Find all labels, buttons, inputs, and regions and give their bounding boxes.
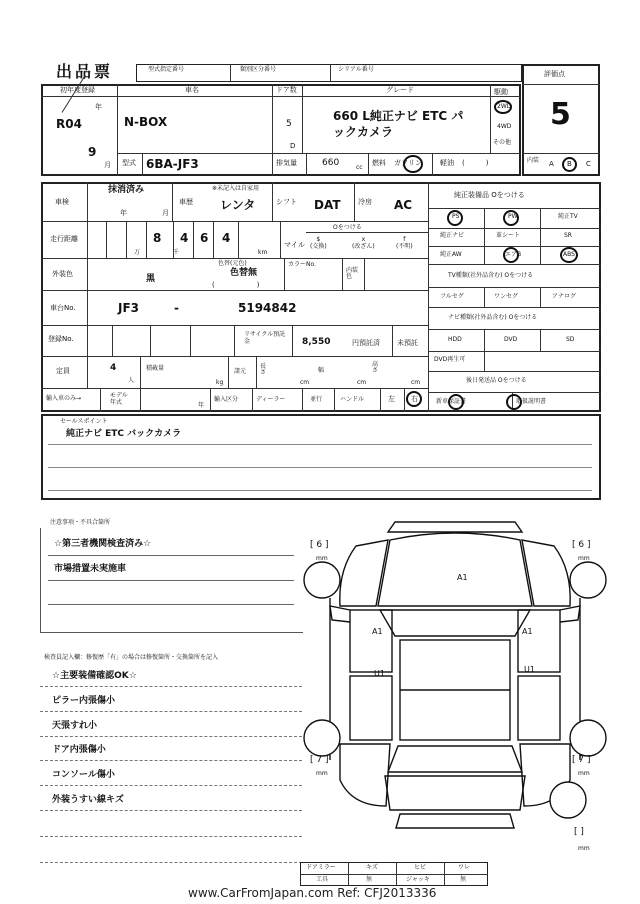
sales-point-text: 純正ナビ ETC バックカメラ — [66, 429, 182, 439]
mark-rear-right-door: U1 — [524, 665, 535, 674]
equip-aw: 純正AW — [440, 251, 462, 258]
doors-value: 5 — [286, 119, 292, 129]
front-right-wheel — [570, 562, 606, 598]
tread-fr: [ 6 ] — [572, 540, 591, 550]
repaint-value: 色替無 — [230, 268, 258, 278]
insp-month-unit: 月 — [162, 209, 169, 217]
equip-ps-circle — [447, 210, 463, 226]
meter-exchanged: $ (交換) — [310, 236, 327, 251]
car-name: N-BOX — [124, 115, 168, 129]
shift-value: DAT — [314, 198, 341, 212]
legend-tools: 工具 — [316, 876, 329, 883]
right-mirror — [560, 606, 580, 622]
insp-year-unit: 年 — [120, 209, 127, 217]
equip-pw-circle — [503, 210, 519, 226]
length-label: 長さ — [260, 363, 267, 376]
form-title: 出品票 — [56, 62, 114, 81]
equip-ps: PS — [452, 213, 460, 220]
tread-rl-unit: mm — [316, 770, 328, 777]
inspector-item-2: ピラー内張傷小 — [52, 696, 116, 706]
capacity-label: 定員 — [56, 367, 70, 375]
inspector-item-1: ☆主要装備確認OK☆ — [52, 671, 137, 681]
fuel-value: ガソリン — [394, 159, 422, 167]
chassis-dash: - — [174, 301, 179, 315]
interior-label: 内装 — [527, 157, 540, 164]
repaint-label: 色替(元色) — [218, 260, 247, 267]
capacity-value: 4 — [110, 363, 117, 373]
rear-right-door — [518, 676, 560, 740]
equip-navi: 純正ナビ — [440, 232, 465, 239]
fuel-paren: ( ) — [462, 159, 489, 167]
import-label: 輸入車のみ→ — [46, 395, 82, 402]
chassis-number: 5194842 — [238, 301, 297, 315]
inspector-item-5: コンソール傷小 — [52, 770, 115, 780]
legend-tools-value: 無 — [366, 876, 373, 883]
color-no-label: カラーNo. — [288, 261, 316, 268]
tread-spare: [ ] — [574, 827, 584, 837]
interior-b-circle — [562, 157, 577, 172]
handle-label: ハンドル — [340, 396, 365, 403]
equipment-title: 純正装備品 Oをつける — [454, 191, 525, 199]
rear-bumper — [396, 814, 514, 828]
interior-a: A — [549, 160, 554, 168]
hood — [378, 533, 532, 606]
legend-header-break: ワレ — [458, 864, 471, 871]
tread-rl: [ 7 ] — [310, 755, 329, 765]
later-manual: 取扱説明書 — [516, 398, 547, 405]
car-name-label: 車名 — [185, 86, 199, 94]
rear-left-door — [350, 676, 392, 740]
equip-abs-circle — [560, 247, 578, 263]
tread-rr-unit: mm — [578, 770, 590, 777]
ac-label: 冷房 — [358, 198, 372, 206]
year-unit: 年 — [95, 103, 102, 111]
recycle-label: リサイクル預託金 — [244, 331, 286, 346]
mark-rear-left-door: U1 — [374, 669, 385, 678]
equip-abs: ABS — [563, 251, 575, 258]
model-value: 6BA-JF3 — [146, 157, 199, 171]
mark-hood: A1 — [457, 573, 468, 582]
front-left-fender — [340, 540, 388, 606]
color-value: 黒 — [146, 274, 156, 284]
reg-year: R04 — [56, 117, 82, 131]
code-strip — [136, 64, 522, 82]
grade-line1: 660 L純正ナビ ETC パ — [333, 109, 464, 123]
car-diagram — [300, 510, 610, 860]
mileage-digit-3: 8 — [153, 231, 162, 245]
model-year-unit: 年 — [198, 402, 205, 409]
navi-title: ナビ種類(社外品含む) Oをつける — [448, 314, 538, 321]
equip-sr: SR — [564, 232, 572, 239]
notes-label: 注意事項・不具合箇所 — [50, 519, 111, 526]
kg-unit: kg — [216, 379, 224, 386]
meter-circle-note: Oをつける — [333, 224, 362, 231]
equip-leather: 革シート — [496, 232, 521, 239]
rear-window — [388, 746, 522, 772]
equip-tv: 純正TV — [558, 213, 578, 220]
import-class-label: 輸入区分 — [214, 396, 239, 403]
sales-point-label: セールスポイント — [60, 418, 108, 425]
man-unit: 万 — [134, 249, 141, 256]
inspector-label: 検査員記入欄：修復歴「有」の場合は修復箇所・交換箇所を記入 — [44, 654, 219, 661]
tv-analog: アナログ — [552, 293, 577, 300]
later-warranty-circle — [448, 394, 464, 410]
tv-fullseg: フルセグ — [440, 293, 464, 300]
dvd-label: DVD再生可 — [434, 356, 466, 363]
drive-label: 駆動 — [494, 88, 508, 96]
model-year-label: モデル年式 — [110, 392, 128, 407]
tread-spare-unit: mm — [578, 845, 590, 852]
tread-rr: [ 7 ] — [572, 755, 591, 765]
history-label: 車歴 — [179, 198, 193, 206]
rear-hatch — [385, 776, 525, 810]
rear-left-quarter — [340, 744, 390, 806]
footer-watermark[interactable]: www.CarFromJapan.com Ref: CFJ2013336 — [188, 886, 437, 900]
tv-title: TV種類(社外品含む) Oをつける — [448, 272, 534, 279]
recycle-unit: 円預託済 — [352, 339, 380, 347]
width-unit: cm — [357, 379, 367, 386]
mileage-label: 走行距離 — [50, 235, 78, 243]
grade-label: グレード — [386, 86, 414, 94]
legend-jack: ジャッキ — [406, 876, 430, 883]
note-1: ☆第三者機関検査済み☆ — [54, 539, 152, 549]
serial-label: シリアル番号 — [338, 66, 374, 73]
right-label: 右 — [411, 395, 418, 403]
score-value: 5 — [550, 97, 571, 132]
km-unit: km — [258, 249, 268, 256]
color-label: 外装色 — [52, 270, 73, 278]
mileage-digit-4: 4 — [180, 231, 189, 245]
inspector-item-3: 天張すれ小 — [52, 721, 98, 731]
meter-unknown: f (不明) — [396, 236, 413, 251]
inspection-label: 車検 — [55, 198, 69, 206]
model-label: 型式 — [122, 159, 136, 167]
length-unit: cm — [300, 379, 310, 386]
repaint-paren: ( ) — [212, 281, 260, 289]
displacement-value: 660 — [322, 158, 340, 168]
mark-front-right-door: A1 — [522, 627, 533, 636]
navi-dvd: DVD — [504, 336, 518, 343]
right-circle — [406, 391, 422, 407]
note-2: 市場措置未実施車 — [54, 564, 127, 574]
class-code-label: 類別区分番号 — [240, 66, 277, 73]
mileage-digit-5: 6 — [200, 231, 209, 245]
rear-right-wheel — [570, 720, 606, 756]
tread-fl-unit: mm — [316, 555, 328, 562]
inspector-item-6: 外装うすい線キズ — [52, 795, 124, 805]
legend-header-crack: ヒビ — [414, 864, 427, 871]
chassis-prefix: JF3 — [118, 301, 140, 315]
chassis-label: 車台No. — [50, 304, 76, 312]
ac-value: AC — [394, 198, 413, 212]
cc-unit: cc — [356, 164, 363, 171]
later-manual-circle — [506, 394, 522, 410]
rear-left-wheel — [304, 720, 340, 756]
later-title: 後日発送品 Oをつける — [466, 377, 527, 384]
mileage-digit-6: 4 — [222, 231, 231, 245]
shift-label: シフト — [276, 198, 297, 206]
mile-label: マイル — [284, 241, 305, 249]
sen-unit: 千 — [173, 249, 180, 256]
doors-label: ドア数 — [276, 86, 297, 94]
tv-oneseg: ワンセグ — [494, 293, 519, 300]
month-unit: 月 — [104, 161, 111, 169]
front-right-fender — [522, 540, 570, 606]
height-unit: cm — [411, 379, 421, 386]
recycle-unpaid: 未預託 — [397, 339, 418, 347]
drive-other: その他 — [493, 139, 512, 146]
history-note: ※未記入は自家用 — [212, 185, 260, 192]
int-color-label: 内装色 — [346, 267, 359, 280]
fuel-circle — [403, 155, 423, 173]
legend-jack-value: 無 — [460, 876, 467, 883]
drive-4wd: 4WD — [497, 123, 512, 130]
persons-unit: 人 — [128, 377, 135, 384]
navi-hdd: HDD — [448, 336, 462, 343]
width-label: 幅 — [318, 367, 325, 374]
sales-point-box — [41, 414, 601, 500]
navi-sd: SD — [566, 336, 575, 343]
left-mirror — [330, 606, 350, 622]
equip-airbag: エアB — [505, 251, 522, 258]
interior-b: B — [567, 160, 572, 168]
fuel-label: 燃料 — [372, 159, 386, 167]
windshield — [380, 610, 530, 636]
history-value: レンタ — [220, 198, 256, 212]
parallel-label: 並行 — [310, 396, 323, 403]
drive-2wd: 2WD — [497, 103, 512, 110]
front-left-wheel — [304, 562, 340, 598]
light-oil-label: 軽油 — [440, 159, 454, 167]
model-code-label: 型式指定番号 — [148, 66, 185, 73]
displacement-label: 排気量 — [276, 159, 297, 167]
tread-fl: [ 6 ] — [310, 540, 329, 550]
interior-c: C — [586, 160, 591, 168]
dealer-label: ディーラー — [256, 396, 286, 403]
height-label: 高さ — [372, 361, 379, 374]
doors-unit: D — [290, 142, 296, 150]
left-label: 左 — [388, 395, 395, 403]
score-label: 評価点 — [544, 70, 565, 78]
spare-wheel — [550, 782, 586, 818]
equip-airbag-circle — [503, 247, 522, 263]
inspector-item-4: ドア内張傷小 — [52, 745, 106, 755]
first-reg-label: 初年度登録 — [60, 86, 95, 94]
mark-front-left-door: A1 — [372, 627, 383, 636]
front-bumper — [388, 522, 522, 532]
equip-pw: PW — [508, 213, 518, 220]
reg-month: 9 — [88, 145, 97, 159]
load-label: 積載量 — [146, 365, 165, 372]
legend-header-scratch: キズ — [366, 864, 378, 871]
later-warranty: 新車保証書 — [436, 398, 467, 405]
legend-header-mirror: ドアミラー — [306, 864, 336, 871]
size-label: 諸元 — [234, 368, 247, 375]
grade-line2: ックカメラ — [333, 125, 394, 139]
meter-tampered: x (改ざん) — [352, 236, 375, 251]
reg-no-label: 登録No. — [48, 335, 74, 343]
inspection-value: 抹消済み — [108, 185, 145, 195]
recycle-value: 8,550 — [302, 337, 331, 347]
tread-fr-unit: mm — [578, 555, 590, 562]
